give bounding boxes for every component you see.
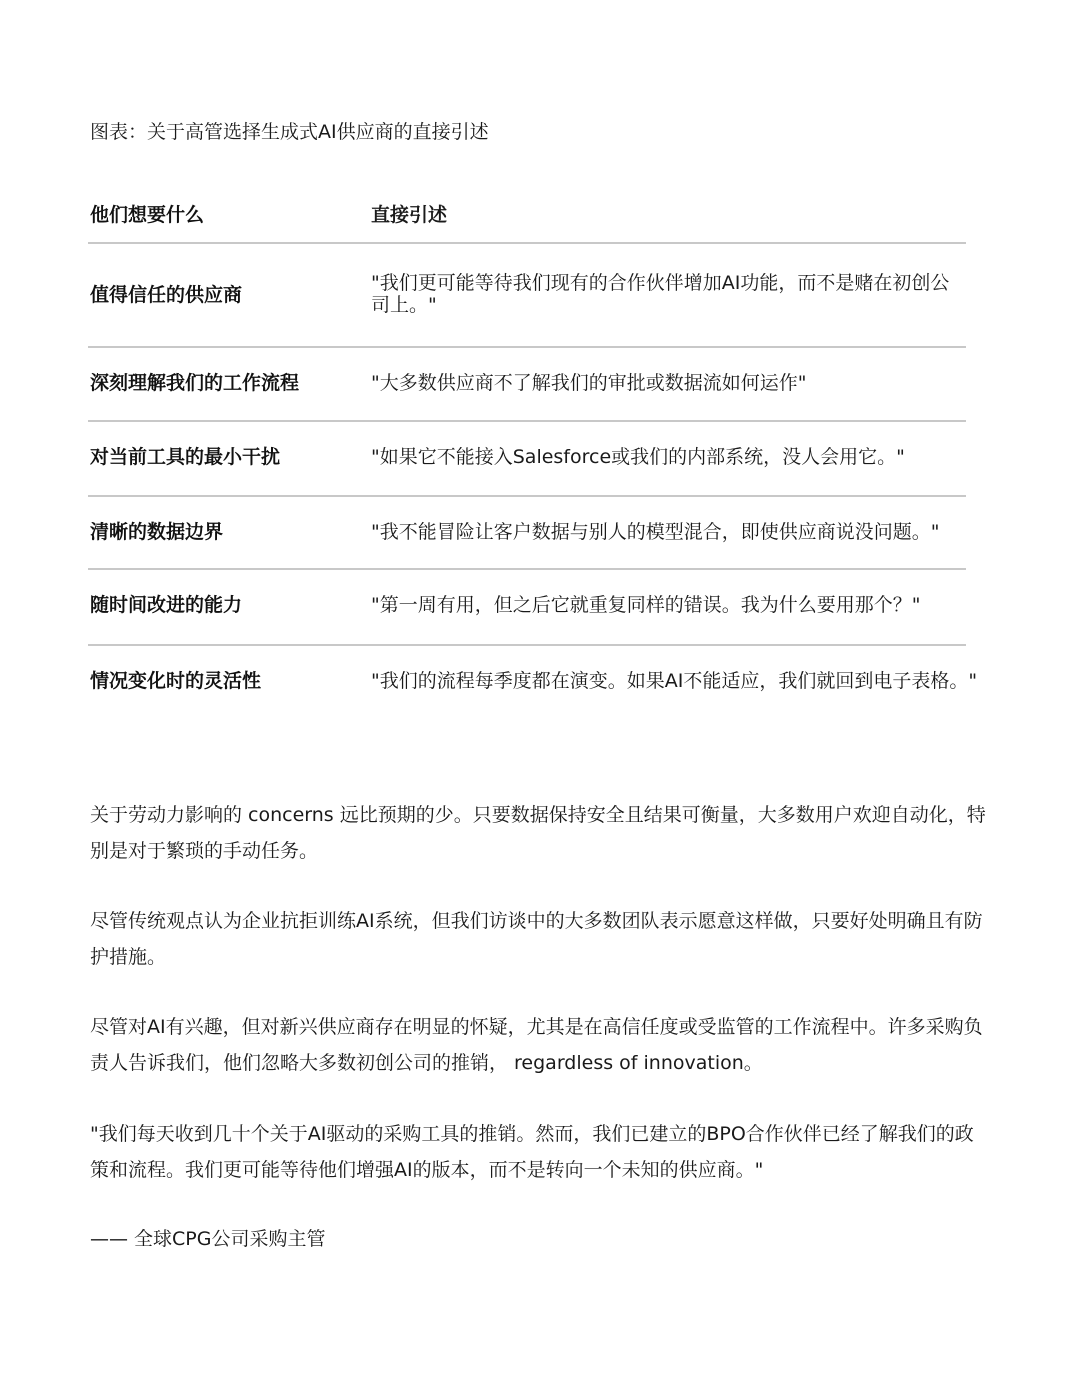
header-quote: 直接引述 [371,204,448,226]
quote-cell: "如果它不能接入Salesforce或我们的内部系统，没人会用它。" [371,446,905,468]
paragraph-labor-impact: 关于劳动力影响的 concerns 远比预期的少。只要数据保持安全且结果可衡量，大多数用户欢迎自动化，特别是对于繁琐的手动任务。 [90,804,986,862]
table-row [88,646,978,718]
paragraph-vendor-skepticism: 尽管对AI有兴趣，但对新兴供应商存在明显的怀疑，尤其是在高信任度或受监管的工作流程中。许多采购负责人告诉我们，他们忽略大多数初创公司的推销， regardless of innovation。 [90,1016,983,1074]
quote-cell: "我们更可能等待我们现有的合作伙伴增加AI功能，而不是赌在初创公司上。" [371,272,950,316]
table-row [88,348,966,422]
quote-cell: "我们的流程每季度都在演变。如果AI不能适应，我们就回到电子表格。" [371,670,978,692]
table-row [88,422,966,497]
table-row [88,497,966,570]
table-header [88,190,966,244]
need-cell: 情况变化时的灵活性 [90,670,262,692]
quote-cell: "第一周有用，但之后它就重复同样的错误。我为什么要用那个？" [371,594,921,616]
quote-cell: "大多数供应商不了解我们的审批或数据流如何运作" [371,372,807,394]
need-cell: 对当前工具的最小干扰 [90,446,281,468]
header-need: 他们想要什么 [90,204,205,226]
need-cell: 深刻理解我们的工作流程 [90,372,300,394]
paragraph-training-willingness: 尽管传统观点认为企业抗拒训练AI系统，但我们访谈中的大多数团队表示愿意这样做，只要好处明确且有防护措施。 [90,910,983,968]
quote-cell: "我不能冒险让客户数据与别人的模型混合，即使供应商说没问题。" [371,521,940,543]
quote-attribution: —— 全球CPG公司采购主管 [90,1228,326,1250]
need-cell: 清晰的数据边界 [90,521,224,543]
need-cell: 随时间改进的能力 [90,594,243,616]
need-cell: 值得信任的供应商 [90,284,243,306]
table-row [88,570,966,646]
paragraph-quote: "我们每天收到几十个关于AI驱动的采购工具的推销。然而，我们已建立的BPO合作伙伴已经了解我们的政策和流程。我们更可能等待他们增强AI的版本，而不是转向一个未知的供应商。" [90,1123,974,1181]
quote-table [88,190,978,718]
figure-caption: 图表：关于高管选择生成式AI供应商的直接引述 [90,121,489,143]
table-row [88,244,966,348]
